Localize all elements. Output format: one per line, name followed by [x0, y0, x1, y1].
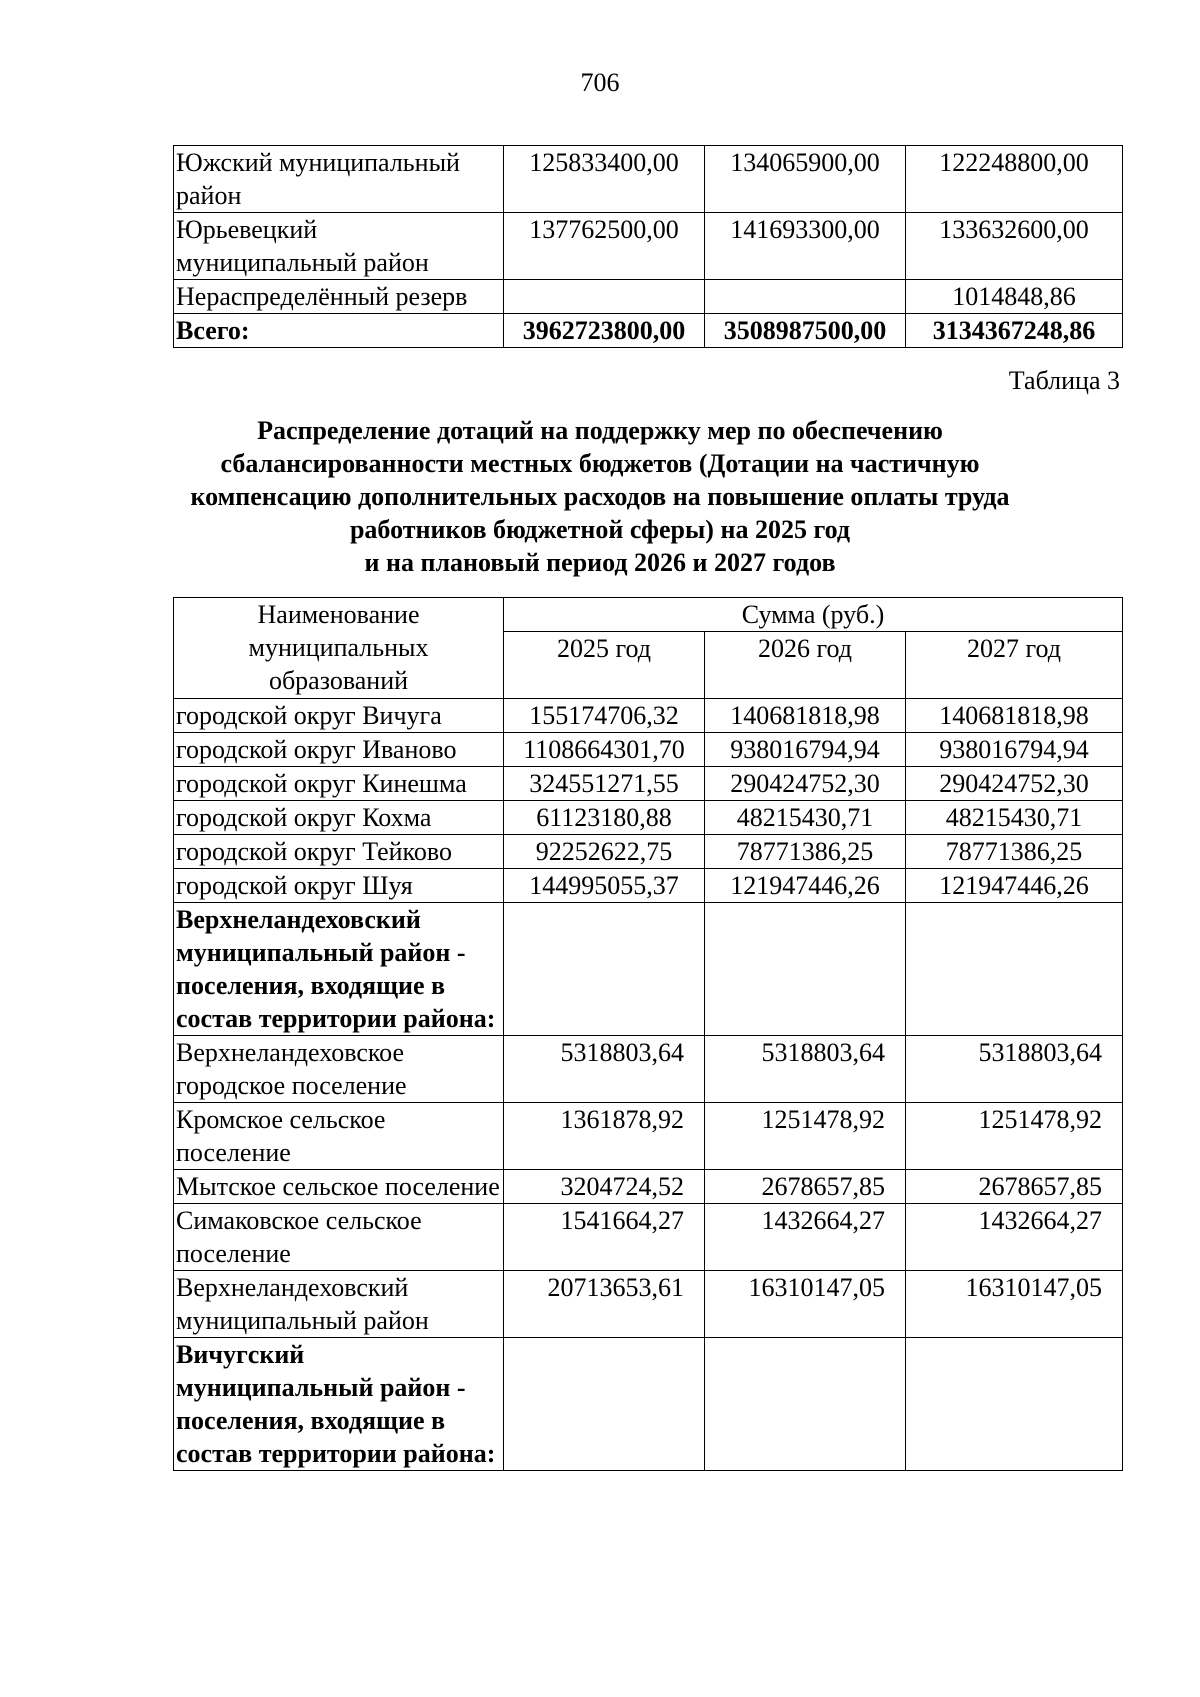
value-2027: 133632600,00	[906, 213, 1123, 280]
value-2026: 48215430,71	[705, 801, 906, 835]
empty-cell	[906, 903, 1123, 1036]
row-name: Южский муниципальный район	[174, 146, 504, 213]
section-heading-row	[174, 1338, 1123, 1471]
row-name: городской округ Кинешма	[174, 767, 504, 801]
row-name: Верхнеландеховское городское поселение	[174, 1036, 504, 1103]
value-2027: 5318803,64	[906, 1036, 1123, 1103]
title-line: и на плановый период 2026 и 2027 годов	[364, 548, 836, 577]
value-2027: 290424752,30	[906, 767, 1123, 801]
total-2027: 3134367248,86	[906, 314, 1123, 348]
table-row	[174, 280, 1123, 314]
total-row	[174, 314, 1123, 348]
table-row	[174, 213, 1123, 280]
value-2025: 137762500,00	[504, 213, 705, 280]
value-2027: 140681818,98	[906, 699, 1123, 733]
row-name: городской округ Кохма	[174, 801, 504, 835]
value-2025: 155174706,32	[504, 699, 705, 733]
total-2026: 3508987500,00	[705, 314, 906, 348]
row-name: городской округ Шуя	[174, 869, 504, 903]
value-2026: 938016794,94	[705, 733, 906, 767]
row-name: Симаковское сельское поселение	[174, 1204, 504, 1271]
value-2025: 20713653,61	[504, 1271, 705, 1338]
table-row	[174, 733, 1123, 767]
value-2025: 1108664301,70	[504, 733, 705, 767]
header-name-column: Наименование муниципальных образований	[174, 598, 504, 699]
header-year-2027: 2027 год	[906, 632, 1123, 699]
table-row	[174, 1204, 1123, 1271]
header-sum-column: Сумма (руб.)	[504, 598, 1123, 632]
table-row	[174, 146, 1123, 213]
table-title	[150, 414, 1050, 579]
value-2026: 140681818,98	[705, 699, 906, 733]
value-2026: 134065900,00	[705, 146, 906, 213]
empty-cell	[705, 903, 906, 1036]
value-2026: 290424752,30	[705, 767, 906, 801]
section-heading: Вичугский муниципальный район - поселения, входящие в состав территории района:	[174, 1338, 504, 1471]
row-name: городской округ Иваново	[174, 733, 504, 767]
value-2025: 61123180,88	[504, 801, 705, 835]
page-number: 706	[580, 68, 620, 97]
title-line: работников бюджетной сферы) на 2025 год	[349, 515, 851, 544]
subsidy-distribution-table	[173, 597, 1123, 1471]
value-2025	[504, 280, 705, 314]
table-row	[174, 1271, 1123, 1338]
value-2026: 1432664,27	[705, 1204, 906, 1271]
table-row	[174, 1036, 1123, 1103]
value-2027: 1432664,27	[906, 1204, 1123, 1271]
empty-cell	[504, 1338, 705, 1471]
value-2026: 1251478,92	[705, 1103, 906, 1170]
value-2027: 121947446,26	[906, 869, 1123, 903]
row-name: городской округ Вичуга	[174, 699, 504, 733]
table-row	[174, 1103, 1123, 1170]
value-2027: 938016794,94	[906, 733, 1123, 767]
value-2026	[705, 280, 906, 314]
value-2027: 16310147,05	[906, 1271, 1123, 1338]
table-row	[174, 835, 1123, 869]
row-name: Юрьевецкий муниципальный район	[174, 213, 504, 280]
value-2027: 48215430,71	[906, 801, 1123, 835]
continued-budget-table	[173, 145, 1123, 348]
value-2025: 92252622,75	[504, 835, 705, 869]
row-name: городской округ Тейково	[174, 835, 504, 869]
value-2026: 141693300,00	[705, 213, 906, 280]
value-2027: 1014848,86	[906, 280, 1123, 314]
empty-cell	[504, 903, 705, 1036]
title-line: Распределение дотаций на поддержку мер по обеспечению	[257, 416, 943, 445]
title-line: компенсацию дополнительных расходов на повышение оплаты труда	[190, 482, 1010, 511]
total-2025: 3962723800,00	[504, 314, 705, 348]
value-2025: 125833400,00	[504, 146, 705, 213]
value-2026: 121947446,26	[705, 869, 906, 903]
value-2027: 78771386,25	[906, 835, 1123, 869]
value-2026: 78771386,25	[705, 835, 906, 869]
header-row	[174, 598, 1123, 632]
value-2026: 2678657,85	[705, 1170, 906, 1204]
value-2025: 1541664,27	[504, 1204, 705, 1271]
section-heading: Верхнеландеховский муниципальный район - поселения, входящие в состав территории района:	[174, 903, 504, 1036]
row-name: Верхнеландеховский муниципальный район	[174, 1271, 504, 1338]
table-row	[174, 869, 1123, 903]
section-heading-row	[174, 903, 1123, 1036]
empty-cell	[906, 1338, 1123, 1471]
table-row	[174, 1170, 1123, 1204]
value-2026: 16310147,05	[705, 1271, 906, 1338]
table-row	[174, 699, 1123, 733]
value-2027: 2678657,85	[906, 1170, 1123, 1204]
value-2025: 1361878,92	[504, 1103, 705, 1170]
row-name: Мытское сельское поселение	[174, 1170, 504, 1204]
header-year-2025: 2025 год	[504, 632, 705, 699]
title-line: сбалансированности местных бюджетов (Дотации на частичную	[220, 449, 980, 478]
value-2025: 3204724,52	[504, 1170, 705, 1204]
value-2027: 1251478,92	[906, 1103, 1123, 1170]
row-name: Нераспределённый резерв	[174, 280, 504, 314]
header-year-2026: 2026 год	[705, 632, 906, 699]
table-label: Таблица 3	[1008, 366, 1120, 395]
row-name: Кромское сельское поселение	[174, 1103, 504, 1170]
value-2025: 324551271,55	[504, 767, 705, 801]
value-2027: 122248800,00	[906, 146, 1123, 213]
empty-cell	[705, 1338, 906, 1471]
table-row	[174, 801, 1123, 835]
table-row	[174, 767, 1123, 801]
value-2025: 5318803,64	[504, 1036, 705, 1103]
total-label: Всего:	[174, 314, 504, 348]
value-2026: 5318803,64	[705, 1036, 906, 1103]
value-2025: 144995055,37	[504, 869, 705, 903]
